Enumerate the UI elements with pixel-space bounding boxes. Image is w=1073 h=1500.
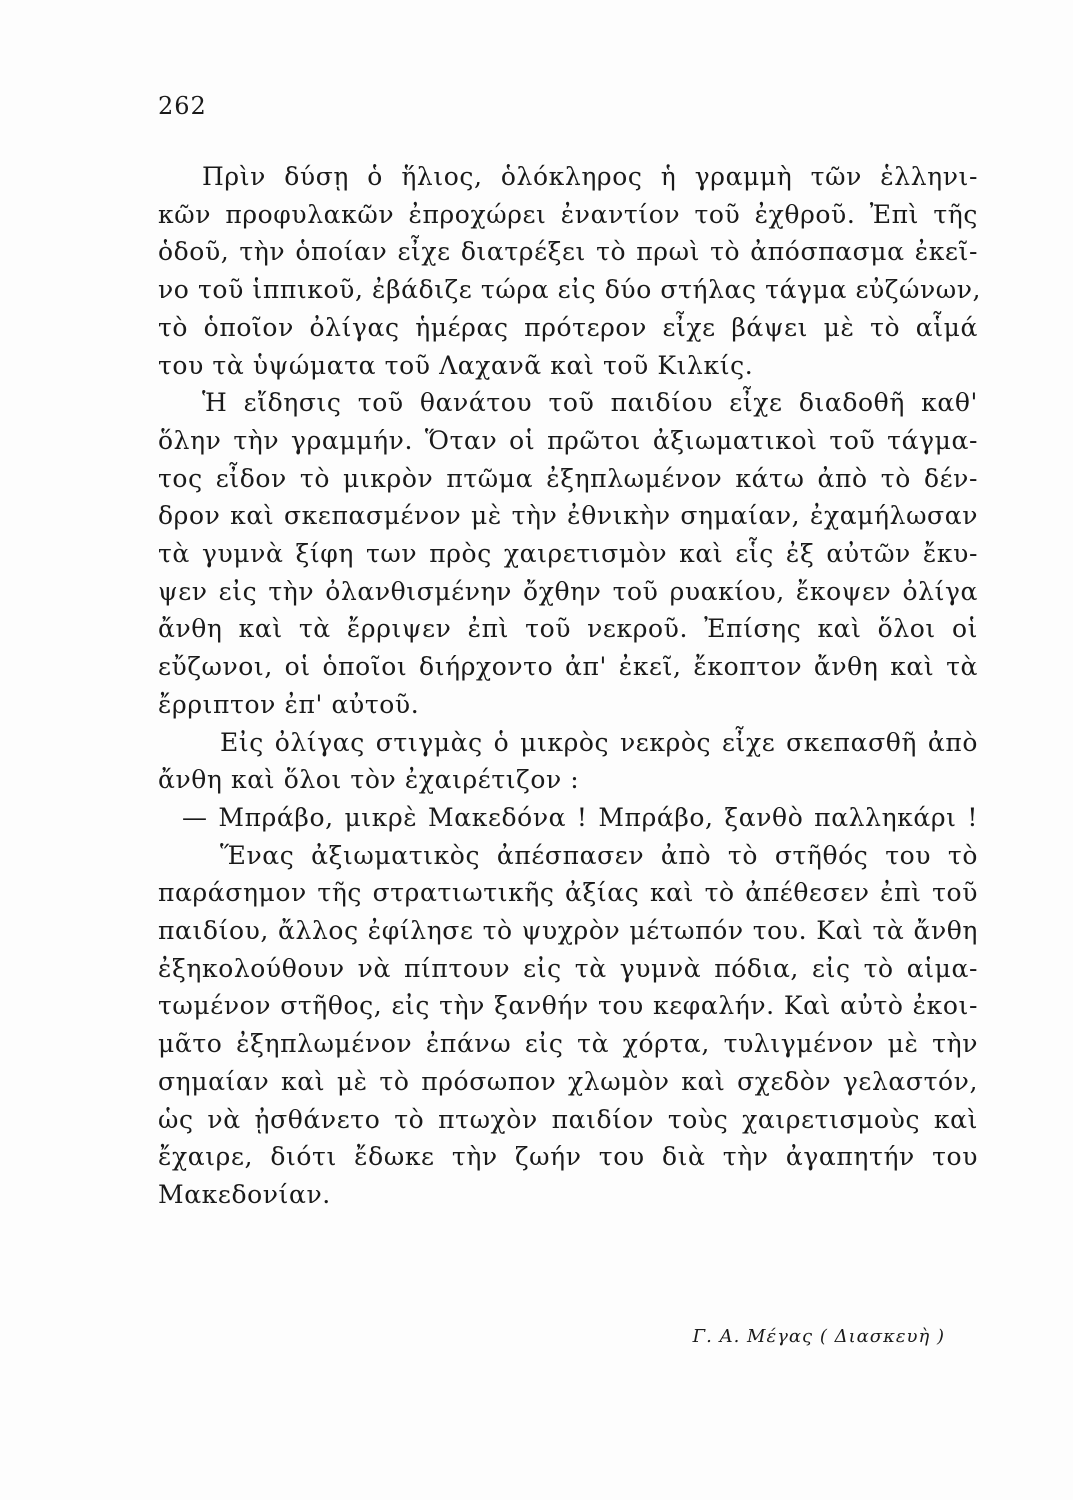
text-line: Πρὶν δύσῃ ὁ ἥλιος, ὁλόκληρος ἡ γραμμὴ τῶν ἑλληνι- <box>202 162 978 191</box>
text-line: τωμένον στῆθος, εἰς τὴν ξανθήν του κεφαλήν. Καὶ αὐτὸ ἐκοι- <box>158 991 978 1021</box>
text-line: Εἰς ὀλίγας στιγμὰς ὁ μικρὸς νεκρὸς εἶχε σκεπασθῆ ἀπὸ <box>220 727 978 757</box>
text-line: ἐξηκολούθουν νὰ πίπτουν εἰς τὰ γυμνὰ πόδια, εἰς τὸ αἱμα- <box>158 953 978 983</box>
text-line: του τὰ ὑψώματα τοῦ Λαχανᾶ καὶ τοῦ Κιλκίς. <box>158 350 754 380</box>
text-line: σημαίαν καὶ μὲ τὸ πρόσωπον χλωμὸν καὶ σχεδὸν γελαστόν, <box>158 1066 978 1096</box>
text-line: εὔζωνοι, οἱ ὁποῖοι διήρχοντο ἀπ' ἐκεῖ, ἔκοπτον ἄνθη καὶ τὰ <box>158 652 978 682</box>
text-line: ἄνθη καὶ ὅλοι τὸν ἐχαιρέτιζον : <box>158 765 580 795</box>
text-line: τος εἶδον τὸ μικρὸν πτῶμα ἐξηπλωμένον κάτω ἀπὸ τὸ δέν- <box>158 463 978 493</box>
text-line: κῶν προφυλακῶν ἐπροχώρει ἐναντίον τοῦ ἐχθροῦ. Ἐπὶ τῆς <box>158 199 978 229</box>
text-line: Μακεδονίαν. <box>158 1179 331 1209</box>
text-line: παιδίου, ἄλλος ἐφίλησε τὸ ψυχρὸν μέτωπόν του. Καὶ τὰ ἄνθη <box>158 916 978 946</box>
text-line: παράσημον τῆς στρατιωτικῆς ἀξίας καὶ τὸ ἀπέθεσεν ἐπὶ τοῦ <box>158 878 978 908</box>
text-line: Ἡ εἴδησις τοῦ θανάτου τοῦ παιδίου εἶχε διαδοθῆ καθ' <box>202 388 978 418</box>
text-line: δρον καὶ σκεπασμένον μὲ τὴν ἐθνικὴν σημαίαν, ἐχαμήλωσαν <box>158 501 978 531</box>
body-text <box>158 158 982 1214</box>
text-line: ἔχαιρε, διότι ἔδωκε τὴν ζωήν του διὰ τὴν ἀγαπητήν του <box>158 1142 978 1172</box>
dialogue-line: — Μπράβο, μικρὲ Μακεδόνα ! Μπράβο, ξανθὸ παλληκάρι ! <box>182 802 978 832</box>
page-number: 262 <box>158 92 207 120</box>
text-line: μᾶτο ἐξηπλωμένον ἐπάνω εἰς τὰ χόρτα, τυλιγμένον μὲ τὴν <box>158 1029 978 1059</box>
text-line: ἄνθη καὶ τὰ ἔρριψεν ἐπὶ τοῦ νεκροῦ. Ἐπίσης καὶ ὅλοι οἱ <box>158 614 978 644</box>
text-line: τὸ ὁποῖον ὀλίγας ἡμέρας πρότερον εἶχε βάψει μὲ τὸ αἷμά <box>158 312 978 342</box>
author-signature: Γ. Α. Μέγας ( Διασκευὴ ) <box>692 1326 945 1347</box>
text-line: Ἕνας ἀξιωματικὸς ἀπέσπασεν ἀπὸ τὸ στῆθός του τὸ <box>220 840 978 870</box>
text-line: ψεν εἰς τὴν ὀλανθισμένην ὄχθην τοῦ ρυακίου, ἔκοψεν ὀλίγα <box>158 576 978 606</box>
text-line: ὅλην τὴν γραμμήν. Ὅταν οἱ πρῶτοι ἀξιωματικοὶ τοῦ τάγμα- <box>158 425 978 455</box>
text-line: ὁδοῦ, τὴν ὁποίαν εἶχε διατρέξει τὸ πρωὶ τὸ ἀπόσπασμα ἐκεῖ- <box>158 237 978 267</box>
text-line: νο τοῦ ἱππικοῦ, ἐβάδιζε τώρα εἰς δύο στήλας τάγμα εὐζώνων, <box>158 275 982 305</box>
text-line: τὰ γυμνὰ ξίφη των πρὸς χαιρετισμὸν καὶ εἷς ἐξ αὐτῶν ἔκυ- <box>158 539 978 569</box>
text-line: ἔρριπτον ἐπ' αὐτοῦ. <box>158 689 420 719</box>
text-line: ὡς νὰ ᾐσθάνετο τὸ πτωχὸν παιδίον τοὺς χαιρετισμοὺς καὶ <box>158 1104 978 1134</box>
